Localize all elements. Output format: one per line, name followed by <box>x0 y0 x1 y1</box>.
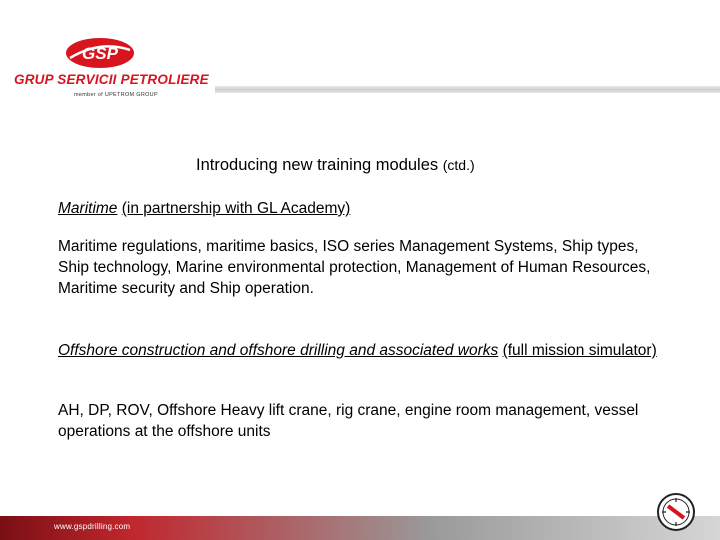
offshore-suffix: (full mission simulator) <box>502 342 657 359</box>
company-logo <box>14 36 209 106</box>
footer-bar <box>0 516 720 540</box>
svg-text:GSP: GSP <box>82 44 118 63</box>
slide-title <box>196 156 475 175</box>
maritime-heading: Maritime <box>58 200 118 217</box>
company-name: GRUP SERVICII PETROLIERE <box>14 72 209 87</box>
offshore-heading: Offshore construction and offshore drilling and associated works <box>58 342 499 359</box>
maritime-body: Maritime regulations, maritime basics, ISO series Management Systems, Ship types, Ship technology, Marine environmental protection, Management of Human Resources, Maritime security and Ship operation. <box>58 238 651 297</box>
section-maritime-heading <box>58 198 350 219</box>
certification-seal <box>656 492 696 532</box>
offshore-body: AH, DP, ROV, Offshore Heavy lift crane, rig crane, engine room management, vessel operations at the offshore units <box>58 402 639 440</box>
section-offshore-heading <box>58 340 658 361</box>
company-tagline: member of UPETROM GROUP <box>74 92 158 98</box>
slide-title-suffix: (ctd.) <box>442 157 475 173</box>
header-rule <box>215 86 720 93</box>
footer-url[interactable]: www.gspdrilling.com <box>54 522 131 531</box>
maritime-partner: (in partnership with GL Academy) <box>121 200 351 217</box>
slide-title-text: Introducing new training modules <box>196 156 439 174</box>
gsp-logo-mark <box>64 36 136 70</box>
